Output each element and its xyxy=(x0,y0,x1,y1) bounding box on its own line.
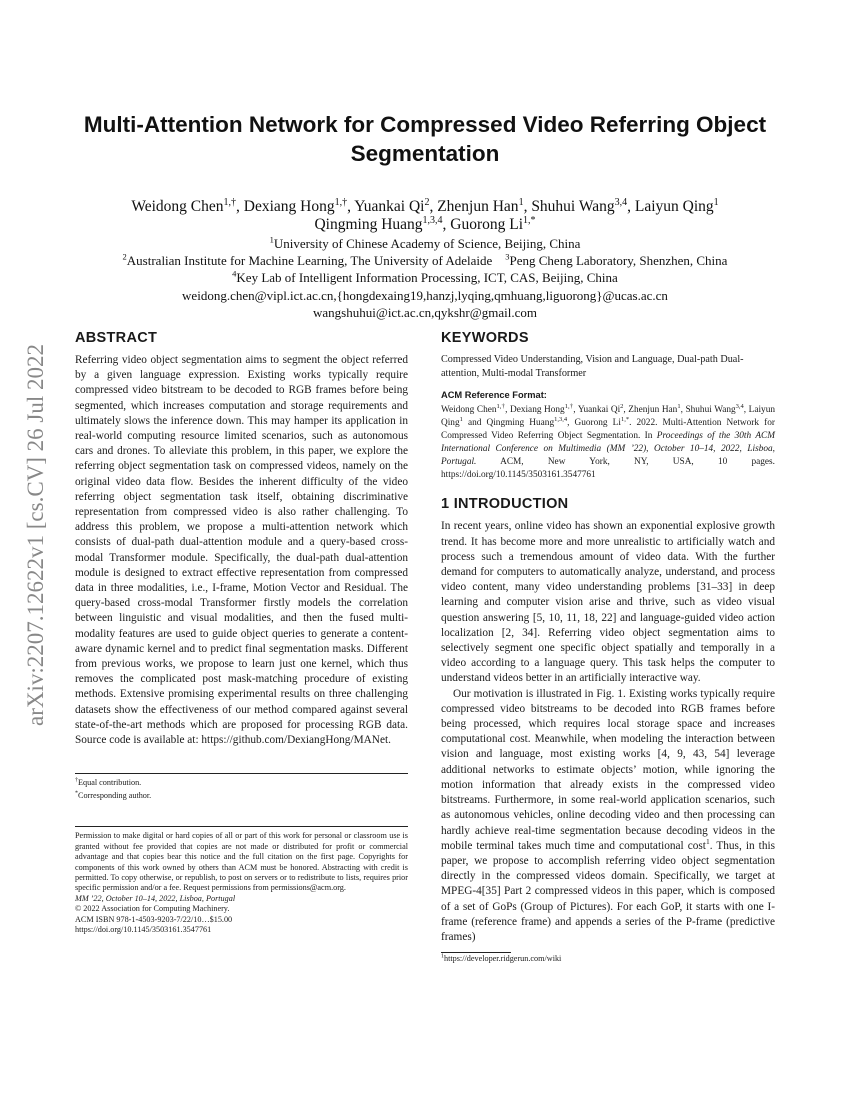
author-list xyxy=(60,198,790,234)
acm-reference-text: Weidong Chen$^{1,\dagger}$, Dexiang Hong$^{1,\dagger}$, Yuankai Qi$^2$, Zhenjun Han$^1$, Shuhui Wang$^{3,4}$, Laiyun Qing$^1$ and Qingming Huang$^{1,3,4}$, Guorong $Li^{1,*}$. 2022. Multi-Attention Network for Compressed Video Referring Object Segmentation. In Proceedings of the 30th ACM International Conference on Multimedia (MM ’22), October 10–14, 2022, Lisboa, Portugal. ACM, New York, NY, USA, 10 pages. https://doi.org/10.1145/3503161.3547761 xyxy=(441,402,775,480)
email-line-1: weidong.chen@vipl.ict.ac.cn,{hongdexaing19,hanzj,lyqing,qmhuang,liguorong}@ucas.ac.cn xyxy=(182,287,668,303)
author-separator: , xyxy=(627,198,635,215)
author-line-1 xyxy=(60,198,790,216)
author-separator: , xyxy=(442,216,451,233)
doi-line[interactable]: https://doi.org/10.1145/3503161.3547761 xyxy=(75,924,212,934)
author-separator: , xyxy=(523,198,532,215)
intro-footnote: $^1$https://developer.ridgerun.com/wiki xyxy=(441,953,562,964)
left-column xyxy=(75,329,408,935)
author-name: Zhenjun Han xyxy=(437,198,519,215)
keywords-heading: KEYWORDS xyxy=(441,330,529,346)
abstract-heading: ABSTRACT xyxy=(75,330,158,346)
abstract-text: Referring video object segmentation aims to segment the object referred by a given language expression. Existing works typically require compressed video bitstream to be decoded to RGB frames before being segmented, which increases computation and storage requirements and ultimately slows the inference down. This may hamper its application in real-world computing resource limited scenarios, such as autonomous cars and drones. To alleviate this problem, in this paper, we explore the referring object segmentation task on compressed videos, namely on the original video data flow. Besides the inherent difficulty of the video referring object segmentation task itself, obtaining discriminative representation from compressed video is also rather challenging. To address this problem, we propose a multi-attention network which consists of dual-path dual-attention module and a query-based cross-modal Transformer module. Specifically, the dual-path dual-attention module is designed to extract effective representation from compressed data in three modalities, i.e., I-frame, Motion Vector and Residual. The query-based cross-modal Transformer firstly models the correlation between linguistic and visual modalities, and then the fused multi-modality features are used to guide object queries to generate a content-aware dynamic kernel and to predict final segmentation masks. Different from previous works, we propose to learn just one kernel, which thus removes the complicated post mask-matching procedure of existing methods. Extensive promising experimental results on three challenging datasets show the effectiveness of our method compared against several state-of-the-art methods which are proposed for processing RGB data. Source code is available at: https://github.com/DexiangHong/MANet. xyxy=(75,354,408,747)
author-name: Laiyun Qing xyxy=(634,198,714,215)
affiliations xyxy=(60,235,790,321)
author-affiliation-mark: 1,† xyxy=(223,196,237,208)
venue-line: MM ’22, October 10–14, 2022, Lisboa, Portugal xyxy=(75,893,236,903)
right-column xyxy=(441,329,775,966)
author-separator: , xyxy=(347,198,355,215)
acm-reference-heading: ACM Reference Format: xyxy=(441,390,547,400)
copyright-line: © 2022 Association for Computing Machinery. xyxy=(75,904,230,914)
author-name: Guorong Li xyxy=(450,216,524,233)
author-separator: , xyxy=(429,198,438,215)
author-separator: , xyxy=(236,198,244,215)
permission-text: Permission to make digital or hard copies of all or part of this work for personal or classroom use is granted without fee provided that copies are not made or distributed for profit or commercial advantage and that copies bear this notice and the full citation on the first page. Copyrights for components of this work owned by others than ACM must be honored. Abstracting with credit is permitted. To copy otherwise, or republish, to post on servers or to redistribute to lists, requires prior specific permission and/or a fee. Request permissions from permissions@acm.org. xyxy=(75,831,408,893)
author-name: Weidong Chen xyxy=(131,198,224,215)
introduction-heading: 1 INTRODUCTION xyxy=(441,496,569,513)
affiliation-1: $^1$University of Chinese Academy of Science, Beijing, China xyxy=(269,234,581,251)
author-affiliation-mark: 2 xyxy=(424,196,430,208)
author-affiliation-mark: 1 xyxy=(518,196,524,208)
isbn-line: ACM ISBN 978-1-4503-9203-7/22/10…$15.00 xyxy=(75,914,233,924)
author-affiliation-mark: 1 xyxy=(713,196,719,208)
author-line-2 xyxy=(60,216,790,234)
author-name: Qingming Huang xyxy=(314,216,423,233)
email-line-2: wangshuhui@ict.ac.cn,qykshr@gmail.com xyxy=(313,304,537,320)
intro-paragraph-2: Our motivation is illustrated in Fig. 1. Existing works typically require compressed video bitstreams to be decoded into RGB frames before being processed, which requires local storage space and increases computational cost. Meanwhile, when modeling the interaction between vision and language, most existing works [4, 9, 43, 54] leverage additional networks to estimate objects’ motion, while ignoring the motion information that already exists in the compressed video bitstreams. Furthermore, in some real-world application scenarios, such as autonomous vehicles, online decoding video and then processing can hardly achieve real-time segmentation because decoding videos in the mobile terminal takes much time and computational cost$^1$. Thus, in this paper, we propose to accomplish referring video object segmentation directly in the compressed videos domain. Specifically, we target at MPEG-4[35] Part 2 compressed videos in this paper, which is composed of a set of GoPs (Group of Pictures). For each GoP, it starts with one I-frame (reference frame) and appends a series of the P-frame (predictive frames) xyxy=(441,687,776,943)
author-affiliation-mark: 3,4 xyxy=(614,196,628,208)
footnote-equal: †Equal contribution. xyxy=(75,777,142,788)
arxiv-watermark: arXiv:2207.12622v1 [cs.CV] 26 Jul 2022 xyxy=(23,343,48,727)
author-affiliation-mark: 1,* xyxy=(523,214,536,226)
footnote-corresponding: *Corresponding author. xyxy=(75,790,152,800)
author-name: Dexiang Hong xyxy=(243,198,335,215)
intro-paragraph-1: In recent years, online video has shown an exponential explosive growth trend. It has become more and more unrealistic to artificially watch and process such a tremendous amount of video data. With the further demand for computers to automatically analyze, understand, and process video content, many video understanding problems [31–33] in deep learning and computer vision arise and thrive, such as video visual question answering [5, 10, 11, 18, 22] and language-guided video action localization [2, 34]. Referring video object segmentation aims to selectively segment one specific object spatially and temporally in a video according to a language query. This task helps the computer to understand videos better in an artificially interactive way. xyxy=(441,520,775,685)
author-affiliation-mark: 1,3,4 xyxy=(422,214,443,226)
affiliation-2-3: $^2$Australian Institute for Machine Learning, The University of Adelaide $^3$Peng Cheng Laboratory, Shenzhen, China xyxy=(122,251,728,269)
paper-title: Multi-Attention Network for Compressed Video Referring Object Segmentation xyxy=(83,112,767,166)
keywords-text: Compressed Video Understanding, Vision and Language, Dual-path Dual-attention, Multi-modal Transformer xyxy=(441,354,744,379)
affiliation-4: $^4$Key Lab of Intelligent Information Processing, ICT, CAS, Beijing, China xyxy=(232,269,618,286)
author-affiliation-mark: 1,† xyxy=(334,196,348,208)
author-name: Shuhui Wang xyxy=(531,198,615,215)
author-name: Yuankai Qi xyxy=(354,198,425,215)
